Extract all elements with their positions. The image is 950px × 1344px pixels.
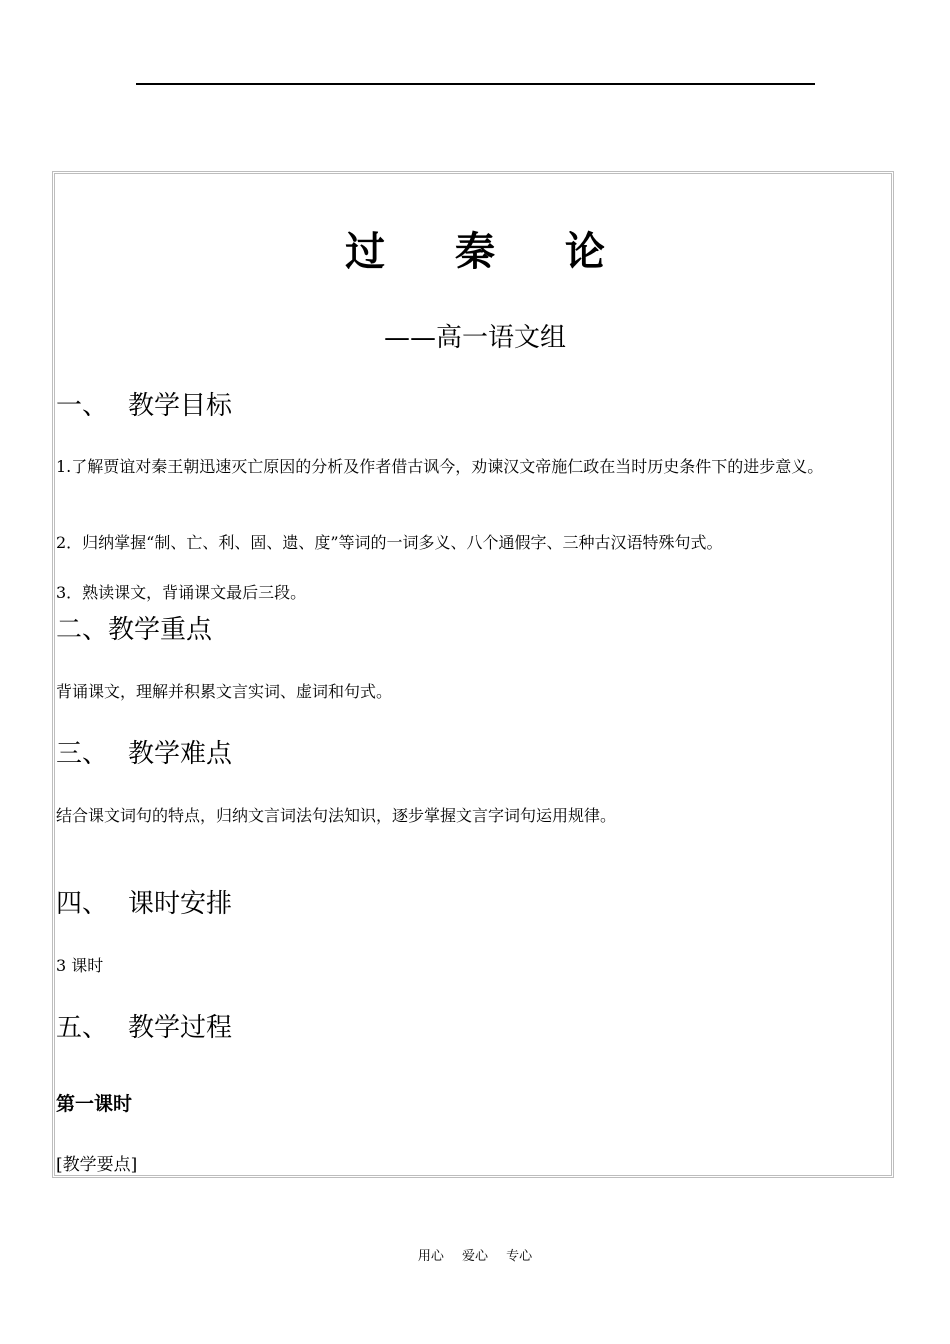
header-rule [136, 83, 815, 85]
section-number: 五、 [56, 1013, 109, 1043]
lesson-title: 第一课时 [56, 1093, 133, 1115]
objective-item-3: 3．熟读课文，背诵课文最后三段。 [56, 583, 307, 602]
section-heading-schedule [56, 887, 232, 921]
section-title: 课时安排 [128, 889, 233, 919]
document-title: 过 秦 论 [345, 229, 633, 275]
schedule-item: 3 课时 [56, 956, 104, 975]
section-heading-difficulties [56, 737, 232, 771]
section-heading-key-points [56, 613, 212, 647]
section-title: 教学目标 [128, 391, 233, 421]
section-title: 教学过程 [128, 1013, 233, 1043]
section-number: 二、 [56, 615, 109, 645]
section-number: 四、 [56, 889, 109, 919]
section-number: 三、 [56, 739, 109, 769]
section-heading-process [56, 1011, 232, 1045]
lesson-point-label: [教学要点] [56, 1155, 138, 1175]
section-title: 教学重点 [108, 615, 213, 645]
key-point-item: 背诵课文，理解并积累文言实词、虚词和句式。 [56, 682, 393, 701]
section-heading-objectives [56, 389, 232, 423]
section-title: 教学难点 [128, 739, 233, 769]
section-number: 一、 [56, 391, 109, 421]
document-subtitle: ——高一语文组 [383, 323, 566, 353]
objective-item-1: 1.了解贾谊对秦王朝迅速灭亡原因的分析及作者借古讽今，劝谏汉文帝施仁政在当时历史条件下的进步意义。 [56, 457, 824, 476]
objective-item-2: 2．归纳掌握“制、亡、利、固、遗、度”等词的一词多义、八个通假字、三种古汉语特殊句式。 [56, 533, 723, 552]
difficulty-item: 结合课文词句的特点，归纳文言词法句法知识，逐步掌握文言字词句运用规律。 [56, 806, 617, 825]
page-footer: 用心 爱心 专心 [417, 1249, 533, 1264]
